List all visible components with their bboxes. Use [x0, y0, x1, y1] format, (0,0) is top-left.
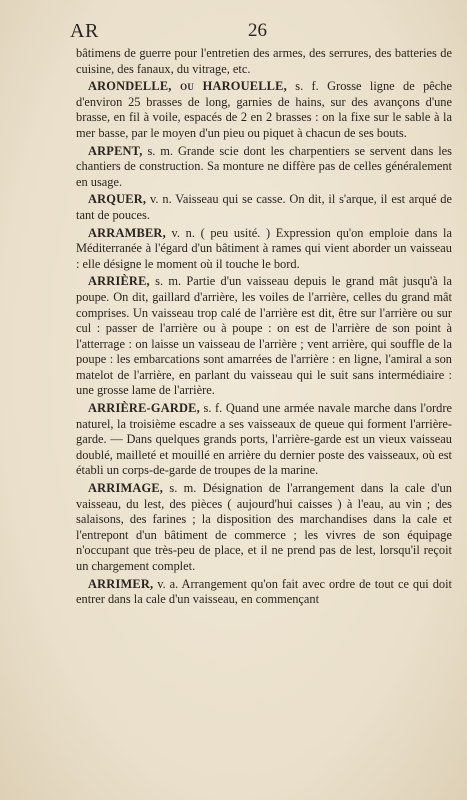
entry-arriere: [76, 274, 452, 399]
entry-headword: ARPENT,: [88, 143, 143, 158]
entry-text: s. m. Grande scie dont les charpentiers se servent dans les chantiers de construction. Sa monture ne diffère pas de celles généralement en usage.: [76, 143, 452, 189]
entry-headword: ARRIMAGE,: [88, 481, 164, 496]
entry-text: s. m. Désignation de l'arrangement dans la cale d'un vaisseau, du lest, des pièces ( aujourd'hui caisses ) à l'eau, au vin ; des salaisons, des farines ; la disposition des marchandises dans la cale et l'entrepont d'un bâtiment de commerce ; les vivres de son équipage n'occupant que très-peu de place, et il ne prend pas de lest, lorsqu'il reçoit un chargement complet.: [76, 481, 452, 573]
entry-headword: ARQUER,: [88, 192, 147, 207]
entry-headword: ARRIÈRE,: [88, 274, 150, 289]
running-head: AR: [70, 20, 99, 42]
page-number: 26: [248, 20, 267, 41]
entry-text: v. n. Vaisseau qui se casse. On dit, il s'arque, il est arqué de tant de pouces.: [76, 192, 452, 222]
entry-text: s. f. Quand une armée navale marche dans l'ordre naturel, la troisième escadre a ses vaisseaux de queue qui forment l'arrière-garde. — Dans quelques grands ports, l'arrière-garde est un vieux vaisseau doublé, mailleté et mouillé en arrière du dernier poste des vaisseaux, où est établi un corps-de-garde de troupes de la marine.: [76, 401, 452, 478]
entry-text: s. m. Partie d'un vaisseau depuis le grand mât jusqu'à la poupe. On dit, gaillard d'arrière, les voiles de l'arrière, celles du grand mât comprises. Un vaisseau trop calé de l'arrière est dit, être sur l'arrière ou sur cul : passer de l'arrière ou à poupe : on est de l'arrière de son point à l'atterrage : on laisse un vaisseau de l'arrière ; vent arrière, qui souffle de la poupe : les embarcations sont amarrées de l'arrière : en ligne, l'amiral a son matelot de l'arrière, en parlant du vaisseau qui le suit sans intermédiaire : une grosse lame de l'arrière.: [76, 274, 452, 398]
entry-headword: ARONDELLE, ou HAROUELLE,: [88, 79, 287, 94]
entry-arrimer: [76, 577, 452, 608]
entry-text: bâtimens de guerre pour l'entretien des armes, des serrures, des batteries de cuisine, des fanaux, du vitrage, etc.: [76, 46, 452, 76]
page-header: [70, 20, 437, 42]
entry-arriere-garde: [76, 401, 452, 479]
entry-arpent: [76, 144, 452, 191]
entry-continuation: [76, 46, 452, 77]
entry-arondelle: [76, 79, 452, 141]
entry-text: s. f. Grosse ligne de pêche d'environ 25 brasses de long, garnies de hains, sur des avançons d'une brasse, en fil à voile, espacés de 2 en 2 brasses : on la fixe sur le sable à la mer basse, par le moyen d'un pieu ou piquet à chacun de ses bouts.: [76, 79, 452, 140]
entry-headword: ARRIÈRE-GARDE,: [88, 401, 200, 416]
entry-arrimage: [76, 481, 452, 575]
entry-text: v. n. ( peu usité. ) Expression qu'on emploie dans la Méditerranée à l'égard d'un bâtiment à rames qui vient aborder un vaisseau : elle désigne le moment où il touche le bord.: [76, 225, 452, 271]
entry-headword: ARRAMBER,: [88, 225, 166, 240]
entry-arquer: [76, 192, 452, 223]
entry-arramber: [76, 226, 452, 273]
entry-headword: ARRIMER,: [88, 576, 154, 591]
entry-text: v. a. Arrangement qu'on fait avec ordre de tout ce qui doit entrer dans la cale d'un vaisseau, en commençant: [76, 576, 452, 607]
dictionary-text: [76, 46, 452, 610]
